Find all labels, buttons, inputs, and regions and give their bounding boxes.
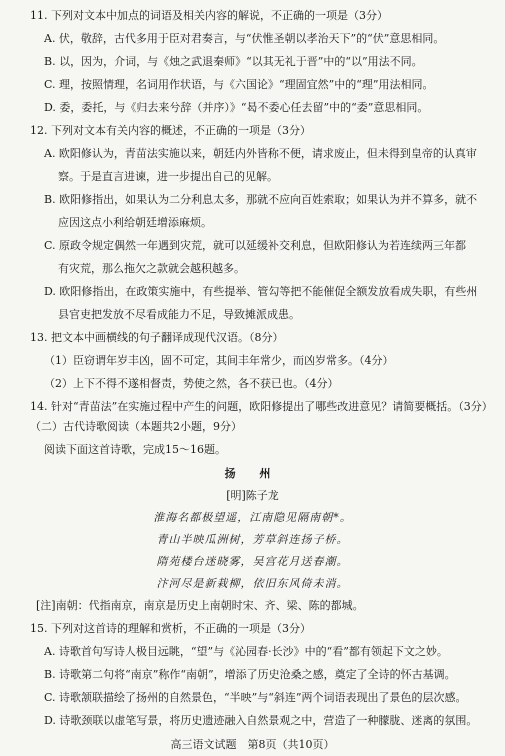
section-2-instruction: 阅读下面这首诗歌，完成15～16题。 xyxy=(44,443,226,456)
q15-stem: 15. 下列对这首诗的理解和赏析，不正确的一项是（3分） xyxy=(30,622,311,635)
q12-option-b-cont: 应因这点小利给朝廷增添麻烦。 xyxy=(58,216,212,229)
q12-stem: 12. 下列对文本有关内容的概述，不正确的一项是（3分） xyxy=(30,124,311,137)
poem-note: [注]南朝：代指南京，南京是历史上南朝时宋、齐、梁、陈的都城。 xyxy=(36,599,364,612)
q15-option-d: D. 诗歌颈联以虚笔写景，将历史遗迹融入自然景观之中，营造了一种朦胧、迷离的氛围。 xyxy=(44,714,478,727)
q11-option-d: D. 委，委托，与《归去来兮辞（并序）》“曷不委心任去留”中的“委”意思相同。 xyxy=(44,101,429,114)
q11-stem: 11. 下列对文本中加点的词语及相关内容的解说，不正确的一项是（3分） xyxy=(30,9,388,22)
poem-title: 扬 州 xyxy=(224,467,281,480)
q11-option-c: C. 理，按照情理，名词用作状语，与《六国论》“理固宜然”中的“理”用法相同。 xyxy=(44,78,434,91)
poem-line-3: 隋苑楼台迷晓雾，吴宫花月送春潮。 xyxy=(156,555,349,568)
q13-stem: 13. 把文本中画横线的句子翻译成现代汉语。（8分） xyxy=(30,331,284,344)
q12-option-a-cont: 察。于是直言进谏，进一步提出自己的见解。 xyxy=(58,170,278,183)
q11-option-b: B. 以，因为，介词，与《烛之武退秦师》“以其无礼于晋”中的“以”用法不同。 xyxy=(44,55,423,68)
poem-line-2: 青山半映瓜洲树，芳草斜连扬子桥。 xyxy=(156,533,349,546)
poem-line-1: 淮海名都极望遥，江南隐见隔南朝*。 xyxy=(153,511,352,524)
q11-option-a: A. 伏，敬辞，古代多用于臣对君奏言，与“伏惟圣朝以孝治天下”的“伏”意思相同。 xyxy=(44,32,445,45)
q12-option-d: D. 欧阳修指出，在政策实施中，有些提举、管勾等把不能催促全额发放看成失职，有些州 xyxy=(44,285,478,298)
q12-option-d-cont: 县官吏把发放不尽看成能力不足，导致摊派成患。 xyxy=(58,308,300,321)
page-footer: 高三语文试题 第8页（共10页） xyxy=(170,738,335,751)
q13-sentence-1: （1）臣窃谓年岁丰凶，固不可定，其间丰年常少，而凶岁常多。（4分） xyxy=(44,354,394,367)
q14-stem: 14. 针对“青苗法”在实施过程中产生的问题，欧阳修提出了哪些改进意见？请简要概括。（3分） xyxy=(30,400,493,413)
q12-option-b: B. 欧阳修指出，如果认为二分利息太多，那就不应向百姓索取；如果认为并不算多，就不 xyxy=(44,193,478,206)
poem-author: [明]陈子龙 xyxy=(226,489,279,502)
q15-option-b: B. 诗歌第二句将“南京”称作“南朝”，增添了历史沧桑之感，奠定了全诗的怀古基调。 xyxy=(44,668,456,681)
q12-option-c-cont: 有灾荒，那么拖欠之款就会越积越多。 xyxy=(58,262,245,275)
q15-option-a: A. 诗歌首句写诗人极目远眺，“望”与《沁园春·长沙》中的“看”都有领起下文之妙。 xyxy=(44,645,448,658)
poem-line-4: 汴河尽是新栽柳，依旧东风倚未消。 xyxy=(156,577,349,590)
q13-sentence-2: （2）上下不得不遂相督责，势使之然，各不获已也。（4分） xyxy=(44,377,339,390)
q12-option-c: C. 原政令规定偶然一年遇到灾荒，就可以延缓补交利息，但欧阳修认为若连续两三年都 xyxy=(44,239,467,252)
q15-option-c: C. 诗歌颔联描绘了扬州的自然景色，“半映”与“斜连”两个词语表现出了景色的层次感。 xyxy=(44,691,467,704)
q12-option-a: A. 欧阳修认为，青苗法实施以来，朝廷内外皆称不便，请求废止，但未得到皇帝的认真审 xyxy=(44,147,477,160)
section-2-heading: （二）古代诗歌阅读（本题共2小题，9分） xyxy=(30,420,242,433)
